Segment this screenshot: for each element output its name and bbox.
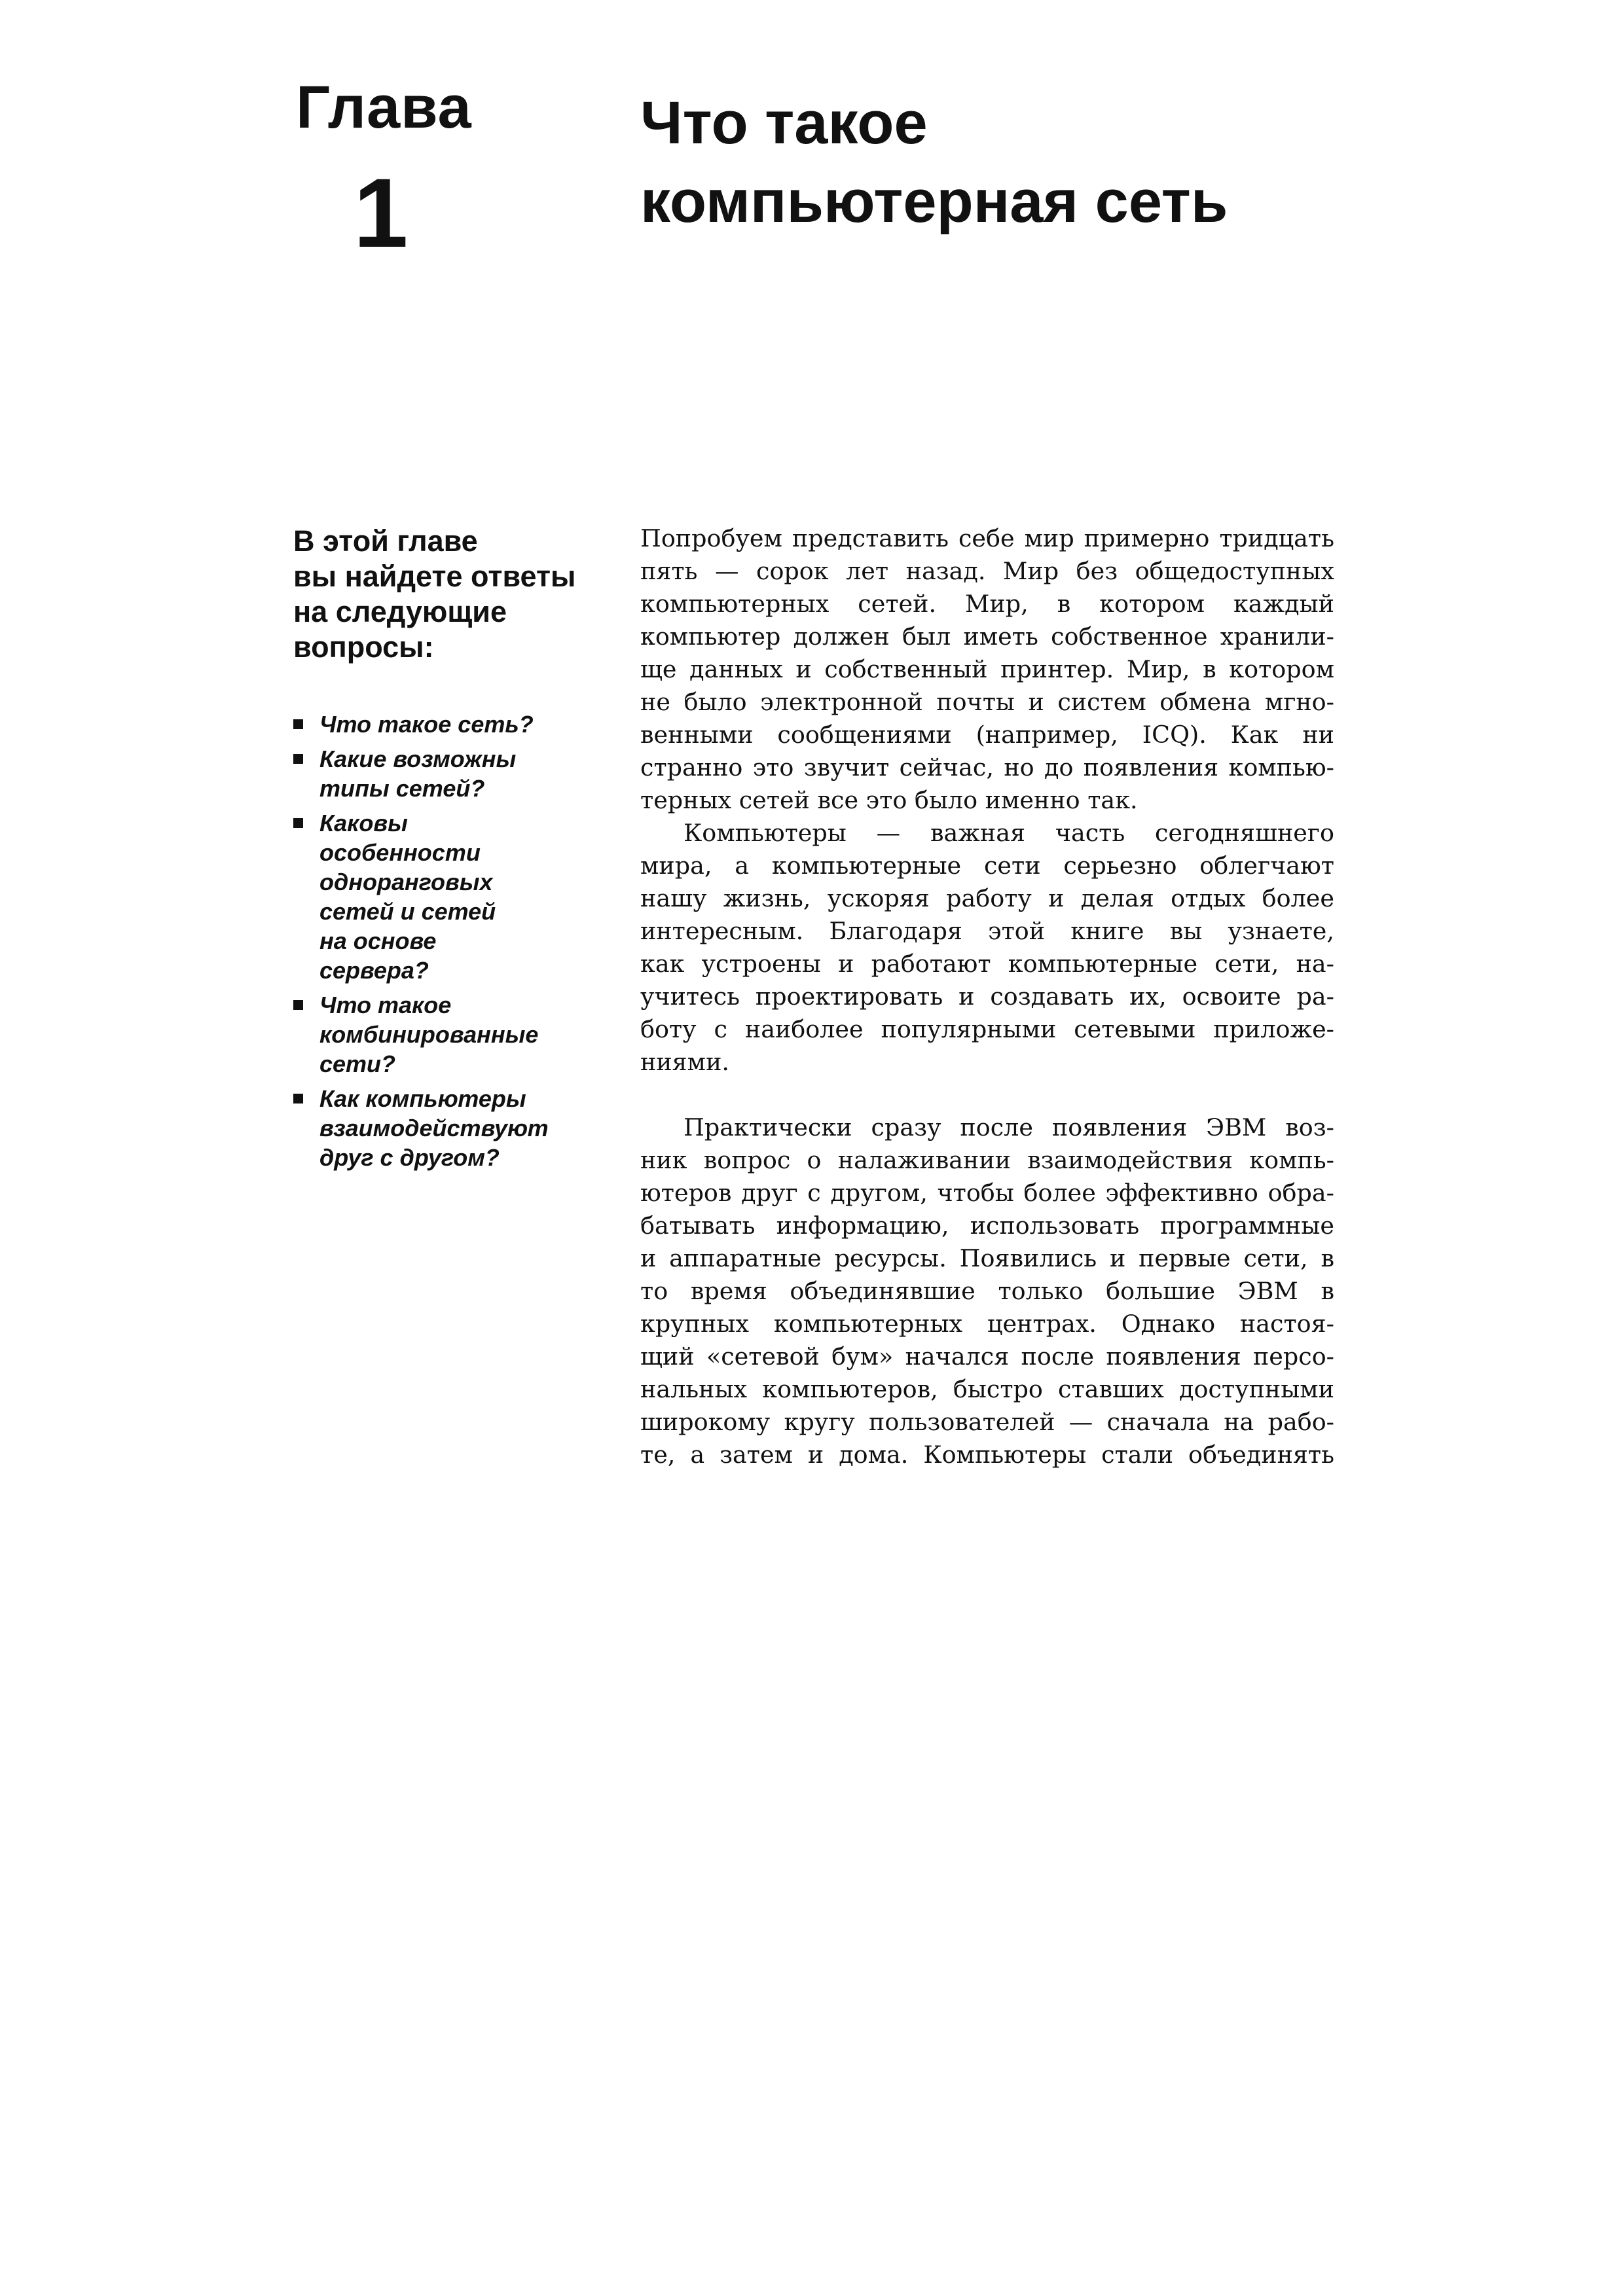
body-paragraph [640,522,1334,817]
body-line: нальных компьютеров, быстро ставших доступными [640,1375,1334,1403]
body-line: ник вопрос о налаживании взаимодействия компь- [640,1146,1334,1174]
sidebar-heading-line: вопросы: [293,630,434,664]
body-line: как устроены и работают компьютерные сети, на- [640,950,1334,978]
body-paragraph [640,1111,1334,1471]
body-line: странно это звучит сейчас, но до появления компью- [640,753,1334,781]
chapter-title-line: компьютерная сеть [640,168,1228,235]
question-line: комбинированные [319,1021,539,1048]
chapter-number: 1 [354,158,409,268]
body-line: щий «сетевой бум» начался после появления персо- [640,1342,1334,1371]
question-line: особенности [319,839,481,866]
body-line: Попробуем представить себе мир примерно тридцать [640,524,1334,552]
sidebar-heading-line: на следующие [293,595,507,628]
question-line: Что такое [319,992,452,1018]
sidebar-heading-line: вы найдете ответы [293,560,576,593]
body-line: и аппаратные ресурсы. Появились и первые сети, в [640,1244,1334,1272]
chapter-title [640,84,1426,241]
chapter-label: Глава [296,74,472,141]
body-line: компьютер должен был иметь собственное хранили- [640,622,1334,651]
question-item [293,709,601,739]
question-list [293,709,601,1172]
question-line: одноранговых [319,869,493,895]
body-paragraph [640,817,1334,1079]
body-line: интересным. Благодаря этой книге вы узнаете, [640,917,1334,945]
question-line: взаимодействуют [319,1115,549,1141]
square-bullet-icon [293,754,303,764]
sidebar-heading-line: В этой главе [293,524,478,558]
body-line: не было электронной почты и систем обмена мгно- [640,688,1334,716]
body-line: учитесь проектировать и создавать их, освоите ра- [640,982,1334,1011]
question-line: друг с другом? [319,1144,500,1171]
chapter-body-text [640,522,1334,1471]
body-line: те, а затем и дома. Компьютеры стали объединять [640,1441,1334,1469]
square-bullet-icon [293,719,303,729]
body-line: ютеров друг с другом, чтобы более эффективно обра- [640,1179,1334,1207]
chapter-title-line: Что такое [640,90,928,156]
body-line: нашу жизнь, ускоряя работу и делая отдых более [640,884,1334,912]
paragraph-gap [640,1079,1334,1111]
question-line: сетей и сетей [319,898,496,925]
question-line: Какие возможны [319,745,517,772]
body-line: боту с наиболее популярными сетевыми приложе- [640,1015,1334,1043]
question-item [293,1084,601,1172]
question-line: сервера? [319,957,429,984]
question-line: сети? [319,1050,396,1077]
body-line: мира, а компьютерные сети серьезно облегчают [640,852,1334,880]
square-bullet-icon [293,1094,303,1103]
body-line: терных сетей все это было именно так. [640,786,1138,814]
question-item [293,808,601,985]
sidebar-heading [293,524,601,665]
body-line: ниями. [640,1048,730,1076]
body-line: то время объединявшие только большие ЭВМ в [640,1277,1334,1305]
body-line: широкому кругу пользователей — сначала на рабо- [640,1408,1334,1436]
question-line: Что такое сеть? [319,711,534,738]
body-line: пять — сорок лет назад. Мир без общедоступных [640,557,1334,585]
body-line: Компьютеры — важная часть сегодняшнего [684,819,1334,847]
body-line: батывать информацию, использовать программные [640,1211,1334,1240]
square-bullet-icon [293,818,303,828]
square-bullet-icon [293,1000,303,1010]
body-line: ще данных и собственный принтер. Мир, в котором [640,655,1334,683]
question-line: Как компьютеры [319,1085,526,1112]
question-item [293,990,601,1079]
body-line: крупных компьютерных центрах. Однако настоя- [640,1310,1334,1338]
body-line: компьютерных сетей. Мир, в котором каждый [640,590,1334,618]
body-line: Практически сразу после появления ЭВМ воз- [684,1113,1334,1141]
question-line: на основе [319,927,437,954]
body-line: венными сообщениями (например, ICQ). Как ни [640,721,1334,749]
chapter-questions-sidebar [293,524,601,1177]
question-line: Каковы [319,810,408,836]
question-line: типы сетей? [319,775,485,802]
question-item [293,744,601,803]
